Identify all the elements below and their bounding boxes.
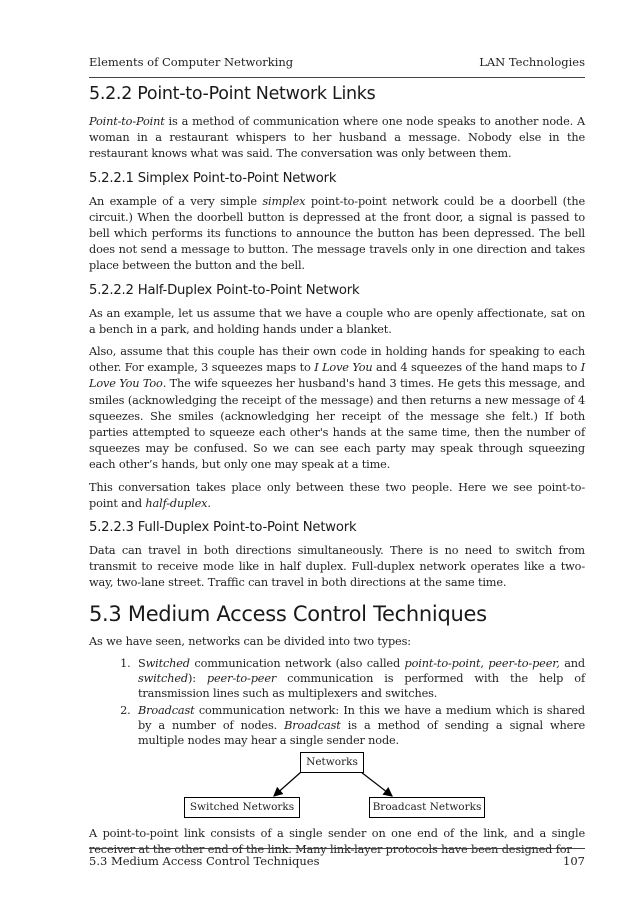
section-title-5-2-2: 5.2.2 Point-to-Point Network Links bbox=[89, 84, 376, 104]
paragraph-text: is a method of communication where one node speaks to another node. A woman in a restaurant whispers to her husband a message. Nobody else in the restaurant knows what was said. The conversation was only between them. bbox=[89, 115, 585, 161]
page-number: 107 bbox=[563, 854, 585, 868]
paragraph-simplex bbox=[89, 194, 585, 275]
paragraph-point-to-point-link: A point-to-point link consists of a single sender on one end of the link, and a single receiver at the other end of the link. Many link-layer protocols have been designed for bbox=[89, 826, 585, 857]
network-types-diagram bbox=[89, 750, 585, 820]
section-title-5-2-2-2: 5.2.2.2 Half-Duplex Point-to-Point Network bbox=[89, 282, 360, 298]
page-content bbox=[89, 84, 585, 864]
term-point-to-point: point-to-point bbox=[404, 656, 481, 670]
arrow-to-switched bbox=[274, 772, 301, 796]
diagram-node-networks: Networks bbox=[300, 752, 364, 773]
list-text: , bbox=[480, 656, 489, 670]
section-title-5-2-2-3: 5.2.2.3 Full-Duplex Point-to-Point Network bbox=[89, 520, 357, 536]
paragraph-mac-intro: As we have seen, networks can be divided into two types: bbox=[89, 634, 411, 648]
footer-section-title: 5.3 Medium Access Control Techniques bbox=[89, 854, 320, 868]
header-chapter-title: LAN Technologies bbox=[479, 55, 585, 69]
list-text: S bbox=[138, 656, 146, 670]
paragraph-text: An example of a very simple bbox=[89, 194, 263, 208]
term-half-duplex: half-duplex bbox=[145, 496, 208, 510]
paragraph-point-to-point bbox=[89, 114, 585, 163]
paragraph-text: . The wife squeezes her husband's hand 3 times. He gets this message, and smiles (acknowledging the receipt of the message) and then returns a new message of 4 squeezes. She smiles (acknowledging her receipt of the message she felt.) If both parties attempted to squeeze each other's hands at the same time, then the number of squeezes may be confused. So we can see each party may speak through squeezing each other’s hands, but only one may speak at a time. bbox=[89, 377, 585, 472]
term-point-to-point: Point-to-Point bbox=[89, 115, 165, 128]
list-text: is a method of sending a signal where multiple nodes may hear a single sender node. bbox=[138, 718, 585, 747]
list-item-broadcast bbox=[134, 703, 585, 748]
paragraph-text: point-to-point network could be a doorbell (the circuit.) When the doorbell button is depressed at the front door, a signal is passed to bell which performs its functions to announce the button has been depressed. The bell does not send a message to button. The message travels only in one direction and takes place between the button and the bell. bbox=[89, 194, 585, 273]
page-header bbox=[89, 55, 585, 78]
network-types-list bbox=[89, 656, 585, 748]
paragraph-half-duplex-1: As an example, let us assume that we have a couple who are openly affectionate, sat on a bench in a park, and holding hands under a blanket. bbox=[89, 306, 585, 336]
paragraph-full-duplex: Data can travel in both directions simultaneously. There is no need to switch from transmit to receive mode like in half duplex. Full-duplex network operates like a two-way, two-lane street. Traffic can travel in both directions at the same time. bbox=[89, 544, 585, 590]
paragraph-text: This conversation takes place only between these two people. Here we see point-to-point and bbox=[89, 480, 585, 510]
section-title-5-2-2-1: 5.2.2.1 Simplex Point-to-Point Network bbox=[89, 170, 337, 186]
paragraph-half-duplex-3 bbox=[89, 480, 585, 512]
page-footer bbox=[89, 848, 585, 868]
paragraph-text: and 4 squeezes of the hand maps to bbox=[372, 361, 581, 375]
list-text: and bbox=[559, 656, 585, 670]
list-text: ): bbox=[187, 671, 207, 685]
diagram-node-broadcast-networks: Broadcast Networks bbox=[369, 797, 485, 818]
diagram-node-switched-networks: Switched Networks bbox=[184, 797, 300, 818]
term-peer-to-peer: peer-to-peer bbox=[206, 671, 277, 685]
term-switched: switched bbox=[138, 671, 188, 685]
term-broadcast: Broadcast bbox=[284, 718, 341, 732]
list-text: communication network: In this we have a medium which is shared by a number of nodes. bbox=[138, 703, 585, 732]
term-i-love-you-too: I Love You Too bbox=[89, 361, 585, 391]
list-item-switched bbox=[134, 656, 585, 701]
section-title-5-3: 5.3 Medium Access Control Techniques bbox=[89, 601, 487, 626]
term-broadcast: Broadcast bbox=[138, 703, 195, 717]
term-peer-to-peer: peer-to-peer, bbox=[488, 656, 560, 670]
paragraph-text: Also, assume that this couple has their own code in holding hands for speaking to each other. For example, 3 squeezes maps to bbox=[89, 345, 585, 375]
header-book-title: Elements of Computer Networking bbox=[89, 55, 294, 69]
list-text: communication is performed with the help of transmission lines such as multiplexers and switches. bbox=[138, 671, 585, 700]
term-simplex: simplex bbox=[262, 194, 306, 208]
term-i-love-you: I Love You bbox=[314, 361, 373, 375]
arrow-to-broadcast bbox=[361, 772, 392, 796]
paragraph-half-duplex-2 bbox=[89, 344, 585, 474]
list-text: communication network (also called bbox=[189, 656, 405, 670]
term-switched: witched bbox=[145, 656, 190, 670]
paragraph-text: . bbox=[207, 496, 211, 510]
